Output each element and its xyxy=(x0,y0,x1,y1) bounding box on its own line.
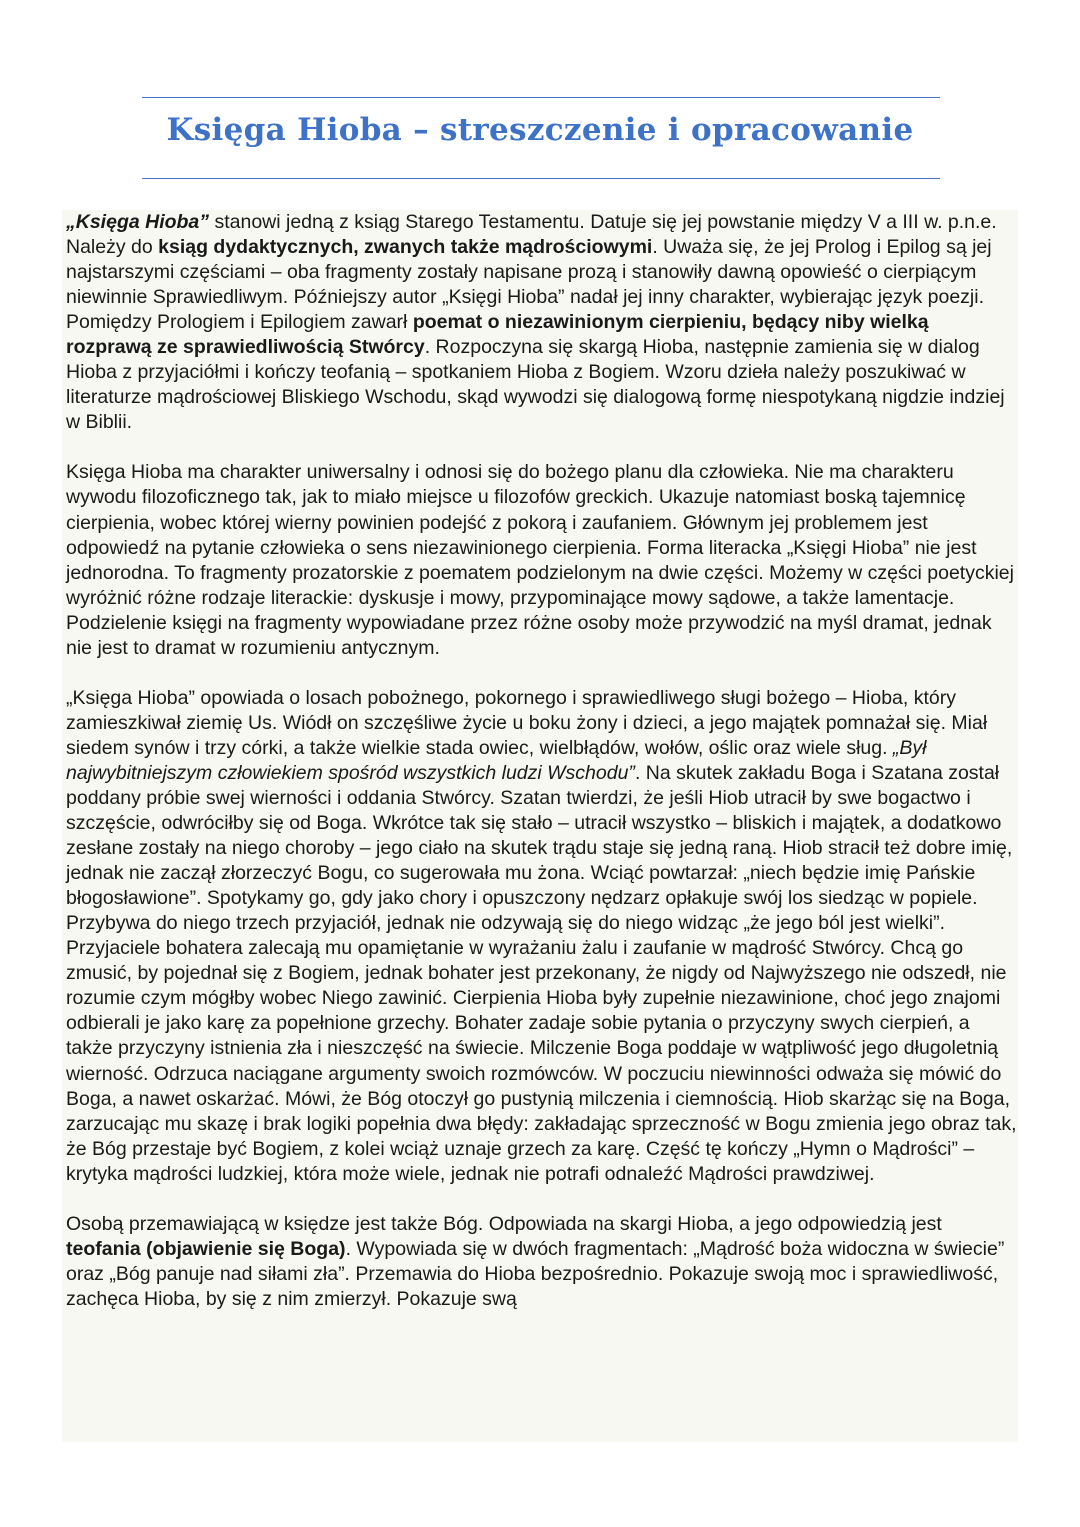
text-span: Osobą przemawiającą w księdze jest także Bóg. Odpowiada na skargi Hioba, a jego odpowiedzią jest xyxy=(66,1212,942,1235)
document-body xyxy=(62,210,1018,1442)
paragraph-theophany xyxy=(66,1212,1018,1312)
bold-phrase: poemat o niezawinionym cierpieniu, będący niby wielką rozprawą ze sprawiedliwością Stwórcy xyxy=(66,311,929,359)
text-span: . Na skutek zakładu Boga i Szatana został poddany próbie swej wierności i oddania Stwórcy. Szatan twierdzi, że jeśli Hiob utracił by swe bogactwo i szczęście, odwróciłby się od Boga. Wkrótce tak się stało – utracił wszystko – bliskich i majątek, a dodatkowo zesłane zostały na niego choroby – jego ciało na skutek trądu staje się jedną raną. Hiob stracił też dobre imię, jednak nie zaczął złorzeczyć Bogu, co sugerowała mu żona. Wciąć powtarzał: „niech będzie imię Pańskie błogosławione”. Spotykamy go, gdy jako chory i opuszczony nędzarz opłakuje swój los siedząc w popiele. Przybywa do niego trzech przyjaciół, jednak nie odzywają się do niego widząc „że jego ból jest wielki”. Przyjaciele bohatera zalecają mu opamiętanie w wyrażaniu żalu i zaufanie w mądrość Stwórcy. Chcą go zmusić, by pojednał się z Bogiem, jednak bohater jest przekonany, że nigdy od Najwyższego nie odszedł, nie rozumie czym mógłby wobec Niego zawinić. Cierpienia Hioba były zupełnie niezawinione, choć jego znajomi odbierali je jako karę za popełnione grzechy. Bohater zadaje sobie pytania o przyczyny swych cierpień, a także przyczyny istnienia zła i nieszczęść na świecie. Milczenie Boga poddaje w wątpliwość jego długoletnią wierność. Odrzuca naciągane argumenty swoich rozmówców. W poczuciu niewinności odważa się mówić do Boga, a nawet oskarżać. Mówi, że Bóg otoczył go pustynią milczenia i ciemnością. Hiob skarżąc się na Boga, zarzucając mu skazę i brak logiki popełnia dwa błędy: zakładając sprzeczność w Bogu zmienia jego obraz tak, że Bóg przestaje być Bogiem, z kolei wciąż uznaje grzech za karę. Część tę kończy „Hymn o Mądrości” – krytyka mądrości ludzkiej, która może wiele, jednak nie potrafi odnaleźć Mądrości prawdziwej. xyxy=(66,761,1017,1185)
text-span: stanowi jedną z ksiąg Starego Testamentu. Datuje się jej powstanie między V a III w. p.n.e. Należy do xyxy=(66,211,997,259)
paragraph-plot xyxy=(66,686,1018,1187)
text-span: . Uważa się, że jej Prolog i Epilog są jej najstarszymi częściami – oba fragmenty zostały napisane prozą i stanowiły dawną opowieść o cierpiącym niewinnie Sprawiedliwym. Późniejszy autor „Księgi Hioba” nadał jej inny charakter, wybierając język poezji. Pomiędzy Prologiem i Epilogiem zawarł xyxy=(66,236,992,334)
text-span: „Księga Hioba” opowiada o losach pobożnego, pokornego i sprawiedliwego sługi bożego – Hioba, który zamieszkiwał ziemię Us. Wiódł on szczęśliwe życie u boku żony i dzieci, a jego majątek pomnażał się. Miał siedem synów i trzy córki, a także wielkie stada owiec, wielbłądów, wołów, oślic oraz wiele sług. xyxy=(66,686,988,759)
bold-phrase: teofania (objawienie się Boga) xyxy=(66,1237,346,1260)
document-title: Księga Hioba – streszczenie i opracowanie xyxy=(166,112,914,148)
text-span: . Rozpoczyna się skargą Hioba, następnie zamienia się w dialog Hioba z przyjaciółmi i kończy teofanią – spotkaniem Hioba z Bogiem. Wzoru dzieła należy poszukiwać w literaturze mądrościowej Bliskiego Wschodu, skąd wywodzi się dialogową formę niespotykaną nigdzie indziej w Biblii. xyxy=(66,336,1005,434)
bold-phrase: ksiąg dydaktycznych, zwanych także mądrościowymi xyxy=(158,236,653,259)
title-bottom-rule xyxy=(142,178,940,179)
paragraph-intro xyxy=(66,210,1018,435)
italic-quote: „Był najwybitniejszym człowiekiem spośród wszystkich ludzi Wschodu” xyxy=(66,736,927,784)
paragraph-character xyxy=(66,460,1018,660)
text-span: Księga Hioba ma charakter uniwersalny i odnosi się do bożego planu dla człowieka. Nie ma charakteru wywodu filozoficznego tak, jak to miało miejsce u filozofów greckich. Ukazuje natomiast boską tajemnicę cierpienia, wobec której wierny powinien podejść z pokorą i zaufaniem. Głównym jej problemem jest odpowiedź na pytanie człowieka o sens niezawinionego cierpienia. Forma literacka „Księgi Hioba” nie jest jednorodna. To fragmenty prozatorskie z poematem podzielonym na dwie części. Możemy w części poetyckiej wyróżnić różne rodzaje literackie: dyskusje i mowy, przypominające mowy sądowe, a także lamentacje. Podzielenie księgi na fragmenty wypowiadane przez różne osoby może przywodzić na myśl dramat, jednak nie jest to dramat w rozumieniu antycznym. xyxy=(66,461,1014,659)
title-top-rule xyxy=(142,97,940,98)
book-name-emphasis: „Księga Hioba” xyxy=(66,211,210,233)
text-span: . Wypowiada się w dwóch fragmentach: „Mądrość boża widoczna w świecie” oraz „Bóg panuje nad siłami zła”. Przemawia do Hioba bezpośrednio. Pokazuje swoją moc i sprawiedliwość, zachęca Hioba, by się z nim zmierzył. Pokazuje swą xyxy=(66,1237,1005,1310)
